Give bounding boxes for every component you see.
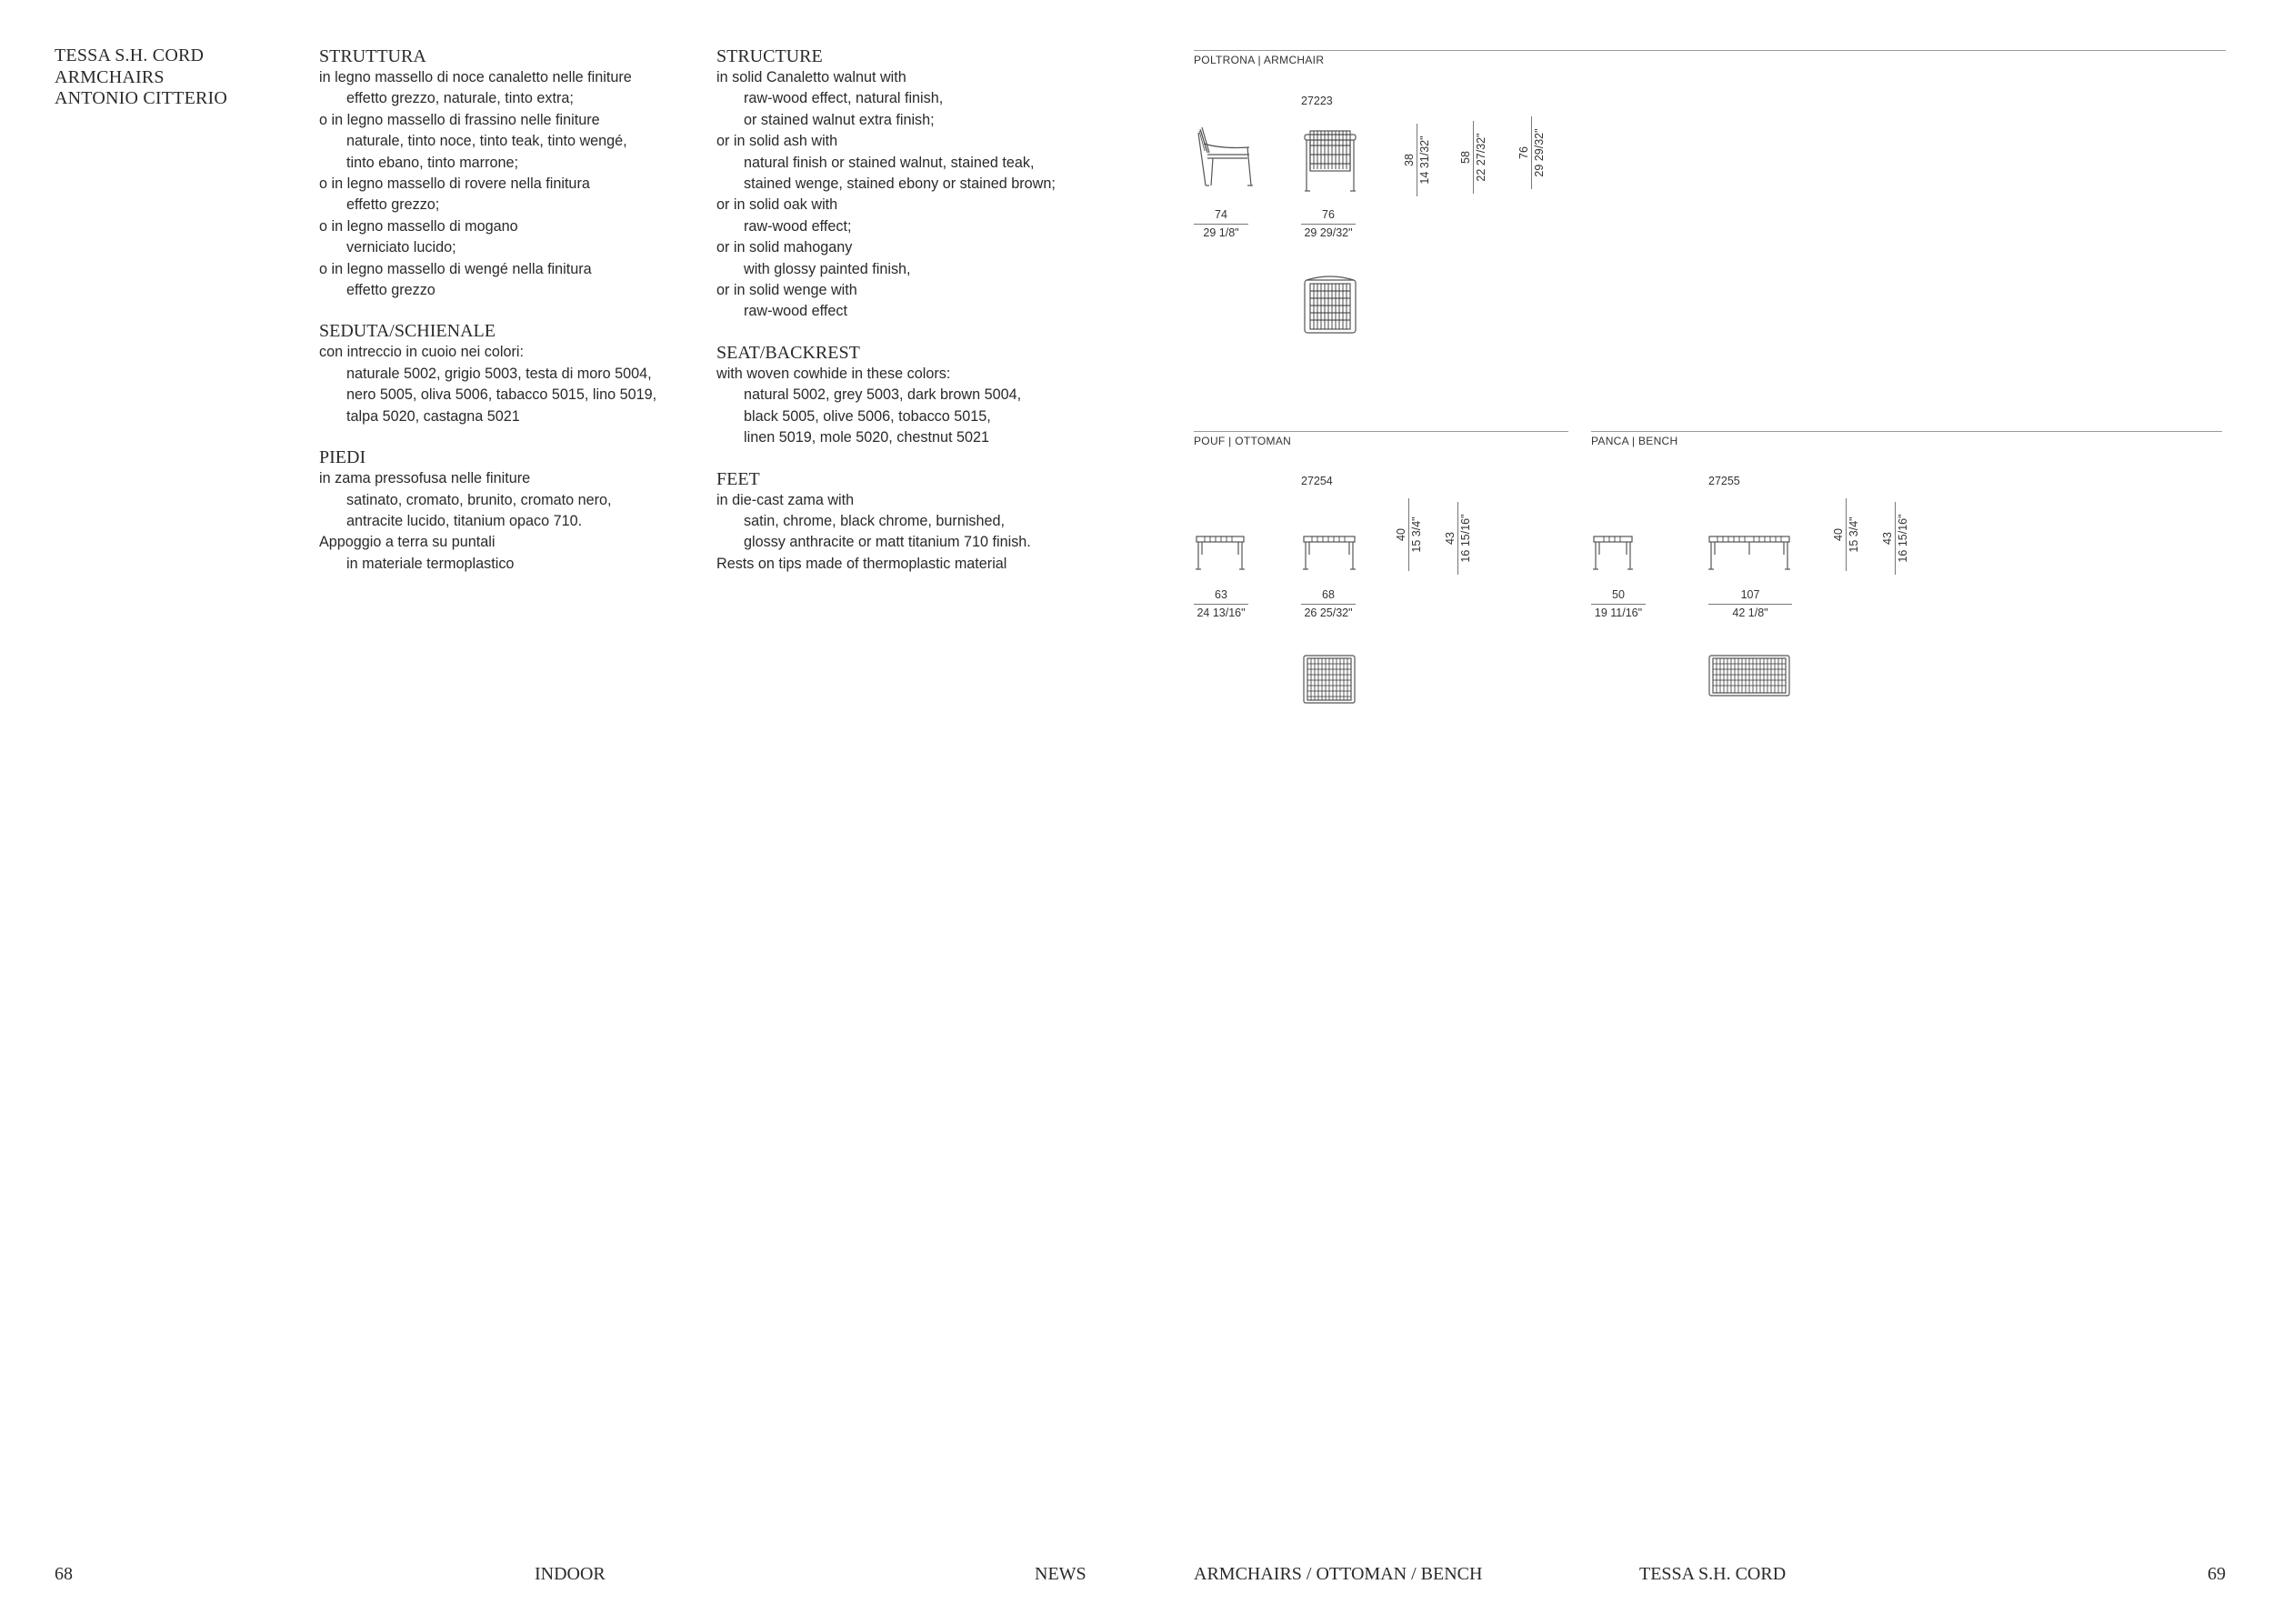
spec-line: effetto grezzo, naturale, tinto extra; [346, 90, 574, 107]
dimension-inch: 26 25/32" [1304, 606, 1353, 619]
spec-section-heading: SEDUTA/SCHIENALE [319, 321, 496, 342]
dimension-inch: 24 13/16" [1197, 606, 1246, 619]
spec-line: tinto ebano, tinto marrone; [346, 154, 518, 171]
spec-section [716, 468, 1107, 576]
page-number-left: 68 [55, 1564, 73, 1584]
spec-section-body [319, 342, 710, 427]
spec-line: Rests on tips made of thermoplastic material [716, 555, 1007, 572]
ottoman-side-view-drawing [1194, 535, 1247, 573]
dimension-inch: 19 11/16" [1594, 606, 1643, 619]
dimension-inch: 22 27/32" [1475, 133, 1487, 182]
spec-line: linen 5019, mole 5020, chestnut 5021 [744, 429, 989, 446]
page-number-right: 69 [2208, 1564, 2226, 1584]
armchair-depth-dimension [1194, 207, 1248, 241]
armchair-top-view-drawing [1301, 271, 1359, 336]
dimension-cm: 43 [1881, 532, 1894, 545]
footer-news: NEWS [1035, 1564, 1086, 1584]
armchair-code: 27223 [1301, 95, 1333, 107]
dimension-cm: 50 [1612, 588, 1625, 601]
spec-line: in solid Canaletto walnut with [716, 69, 906, 85]
spec-line: or in solid mahogany [716, 239, 853, 256]
spec-line: with glossy painted finish, [744, 260, 911, 277]
spec-line: verniciato lucido; [346, 239, 456, 256]
product-title-line: ANTONIO CITTERIO [55, 88, 228, 108]
spec-line: o in legno massello di mogano [319, 217, 518, 235]
spec-line: or in solid oak with [716, 196, 838, 214]
spec-line: effetto grezzo; [346, 196, 440, 214]
spec-section-heading: PIEDI [319, 447, 366, 468]
footer-category: ARMCHAIRS / OTTOMAN / BENCH [1194, 1564, 1483, 1584]
spec-section [716, 342, 1107, 449]
spec-line: o in legno massello di frassino nelle finiture [319, 111, 600, 128]
spec-section-heading: STRUTTURA [319, 46, 426, 66]
spec-line: natural 5002, grey 5003, dark brown 5004, [744, 386, 1022, 404]
product-title-line: ARMCHAIRS [55, 66, 165, 87]
ottoman-front-view-drawing [1301, 535, 1357, 573]
spec-line: Appoggio a terra su puntali [319, 534, 496, 551]
dimension-cm: 76 [1517, 146, 1530, 159]
dimension-cm: 76 [1322, 208, 1335, 221]
ottoman-depth-dimension [1194, 587, 1248, 621]
dimension-inch: 29 29/32" [1304, 226, 1353, 239]
dimension-inch: 29 29/32" [1533, 128, 1546, 177]
spec-line: in zama pressofusa nelle finiture [319, 470, 531, 487]
bench-top-view-drawing [1707, 653, 1792, 698]
spec-line: in die-cast zama with [716, 491, 855, 508]
spec-line: naturale 5002, grigio 5003, testa di moro 5004, [346, 365, 652, 382]
spec-line: raw-wood effect [744, 303, 847, 320]
bench-label: PANCA | BENCH [1591, 435, 1678, 447]
spec-line: antracite lucido, titanium opaco 710. [346, 512, 583, 529]
dimension-cm: 40 [1395, 528, 1407, 541]
english-specs-column [716, 45, 1107, 594]
spec-line: o in legno massello di rovere nella finitura [319, 175, 590, 193]
spec-line: natural finish or stained walnut, stained teak, [744, 154, 1035, 171]
spec-line: satin, chrome, black chrome, burnished, [744, 512, 1006, 529]
dimension-inch: 15 3/4" [1410, 516, 1423, 553]
ottoman-label: POUF | OTTOMAN [1194, 435, 1292, 447]
dimension-cm: 63 [1215, 588, 1227, 601]
spec-line: naturale, tinto noce, tinto teak, tinto wengé, [346, 133, 627, 150]
product-title [55, 45, 227, 110]
spec-line: o in legno massello di wengé nella finitura [319, 260, 592, 277]
spec-section-body [716, 490, 1107, 576]
product-title-line: TESSA S.H. CORD [55, 45, 205, 65]
armchair-label: POLTRONA | ARMCHAIR [1194, 54, 1325, 66]
spec-line: nero 5005, oliva 5006, tabacco 5015, lino 5019, [346, 386, 657, 404]
spec-line: satinato, cromato, brunito, cromato nero, [346, 491, 612, 508]
spec-section-body [716, 67, 1107, 323]
ottoman-divider [1194, 431, 1568, 432]
spec-section-body [319, 67, 710, 301]
armchair-width-dimension [1301, 207, 1356, 241]
dimension-cm: 58 [1459, 151, 1472, 164]
dimension-inch: 16 15/16" [1459, 514, 1472, 563]
italian-specs-column [319, 45, 710, 594]
ottoman-code: 27254 [1301, 475, 1333, 487]
spec-line: raw-wood effect; [744, 217, 852, 235]
ottoman-top-view-drawing [1301, 653, 1357, 706]
spec-line: or in solid ash with [716, 133, 838, 150]
spec-section [716, 45, 1107, 323]
spec-line: raw-wood effect, natural finish, [744, 90, 944, 107]
spec-line: black 5005, olive 5006, tobacco 5015, [744, 407, 991, 425]
bench-width-dimension [1708, 587, 1792, 621]
spec-section-body [716, 364, 1107, 449]
footer-section: INDOOR [535, 1564, 606, 1584]
bench-divider [1591, 431, 2222, 432]
spec-line: with woven cowhide in these colors: [716, 365, 951, 382]
spec-section [319, 320, 710, 427]
armchair-side-view-drawing [1195, 125, 1257, 195]
dimension-inch: 29 1/8" [1203, 226, 1239, 239]
spec-line: or stained walnut extra finish; [744, 111, 935, 128]
footer-collection: TESSA S.H. CORD [1639, 1564, 1787, 1584]
spec-section-heading: STRUCTURE [716, 46, 823, 66]
spec-line: in materiale termoplastico [346, 555, 515, 572]
bench-depth-dimension [1591, 587, 1646, 621]
armchair-divider [1194, 50, 2226, 51]
dimension-inch: 15 3/4" [1847, 516, 1860, 553]
dimension-cm: 107 [1740, 588, 1760, 601]
spec-section-body [319, 468, 710, 575]
dimension-cm: 74 [1215, 208, 1227, 221]
spec-line: stained wenge, stained ebony or stained brown; [744, 175, 1056, 193]
dimension-cm: 38 [1403, 154, 1416, 166]
spec-section-heading: SEAT/BACKREST [716, 342, 860, 363]
dimension-inch: 14 31/32" [1418, 135, 1431, 185]
spec-section [319, 446, 710, 575]
dimension-inch: 16 15/16" [1897, 514, 1909, 563]
spec-section [319, 45, 710, 301]
dimension-cm: 40 [1832, 528, 1845, 541]
bench-side-view-drawing [1591, 535, 1635, 573]
dimension-cm: 43 [1444, 532, 1457, 545]
bench-front-view-drawing [1707, 535, 1792, 573]
spec-line: or in solid wenge with [716, 282, 857, 299]
spec-line: effetto grezzo [346, 282, 436, 299]
armchair-front-view-drawing [1301, 127, 1359, 195]
spec-section-heading: FEET [716, 468, 760, 489]
spec-line: con intreccio in cuoio nei colori: [319, 344, 524, 361]
spec-line: in legno massello di noce canaletto nelle finiture [319, 69, 632, 85]
spec-line: glossy anthracite or matt titanium 710 finish. [744, 534, 1031, 551]
dimension-inch: 42 1/8" [1732, 606, 1768, 619]
spec-line: talpa 5020, castagna 5021 [346, 407, 520, 425]
ottoman-width-dimension [1301, 587, 1356, 621]
dimension-cm: 68 [1322, 588, 1335, 601]
bench-code: 27255 [1708, 475, 1740, 487]
